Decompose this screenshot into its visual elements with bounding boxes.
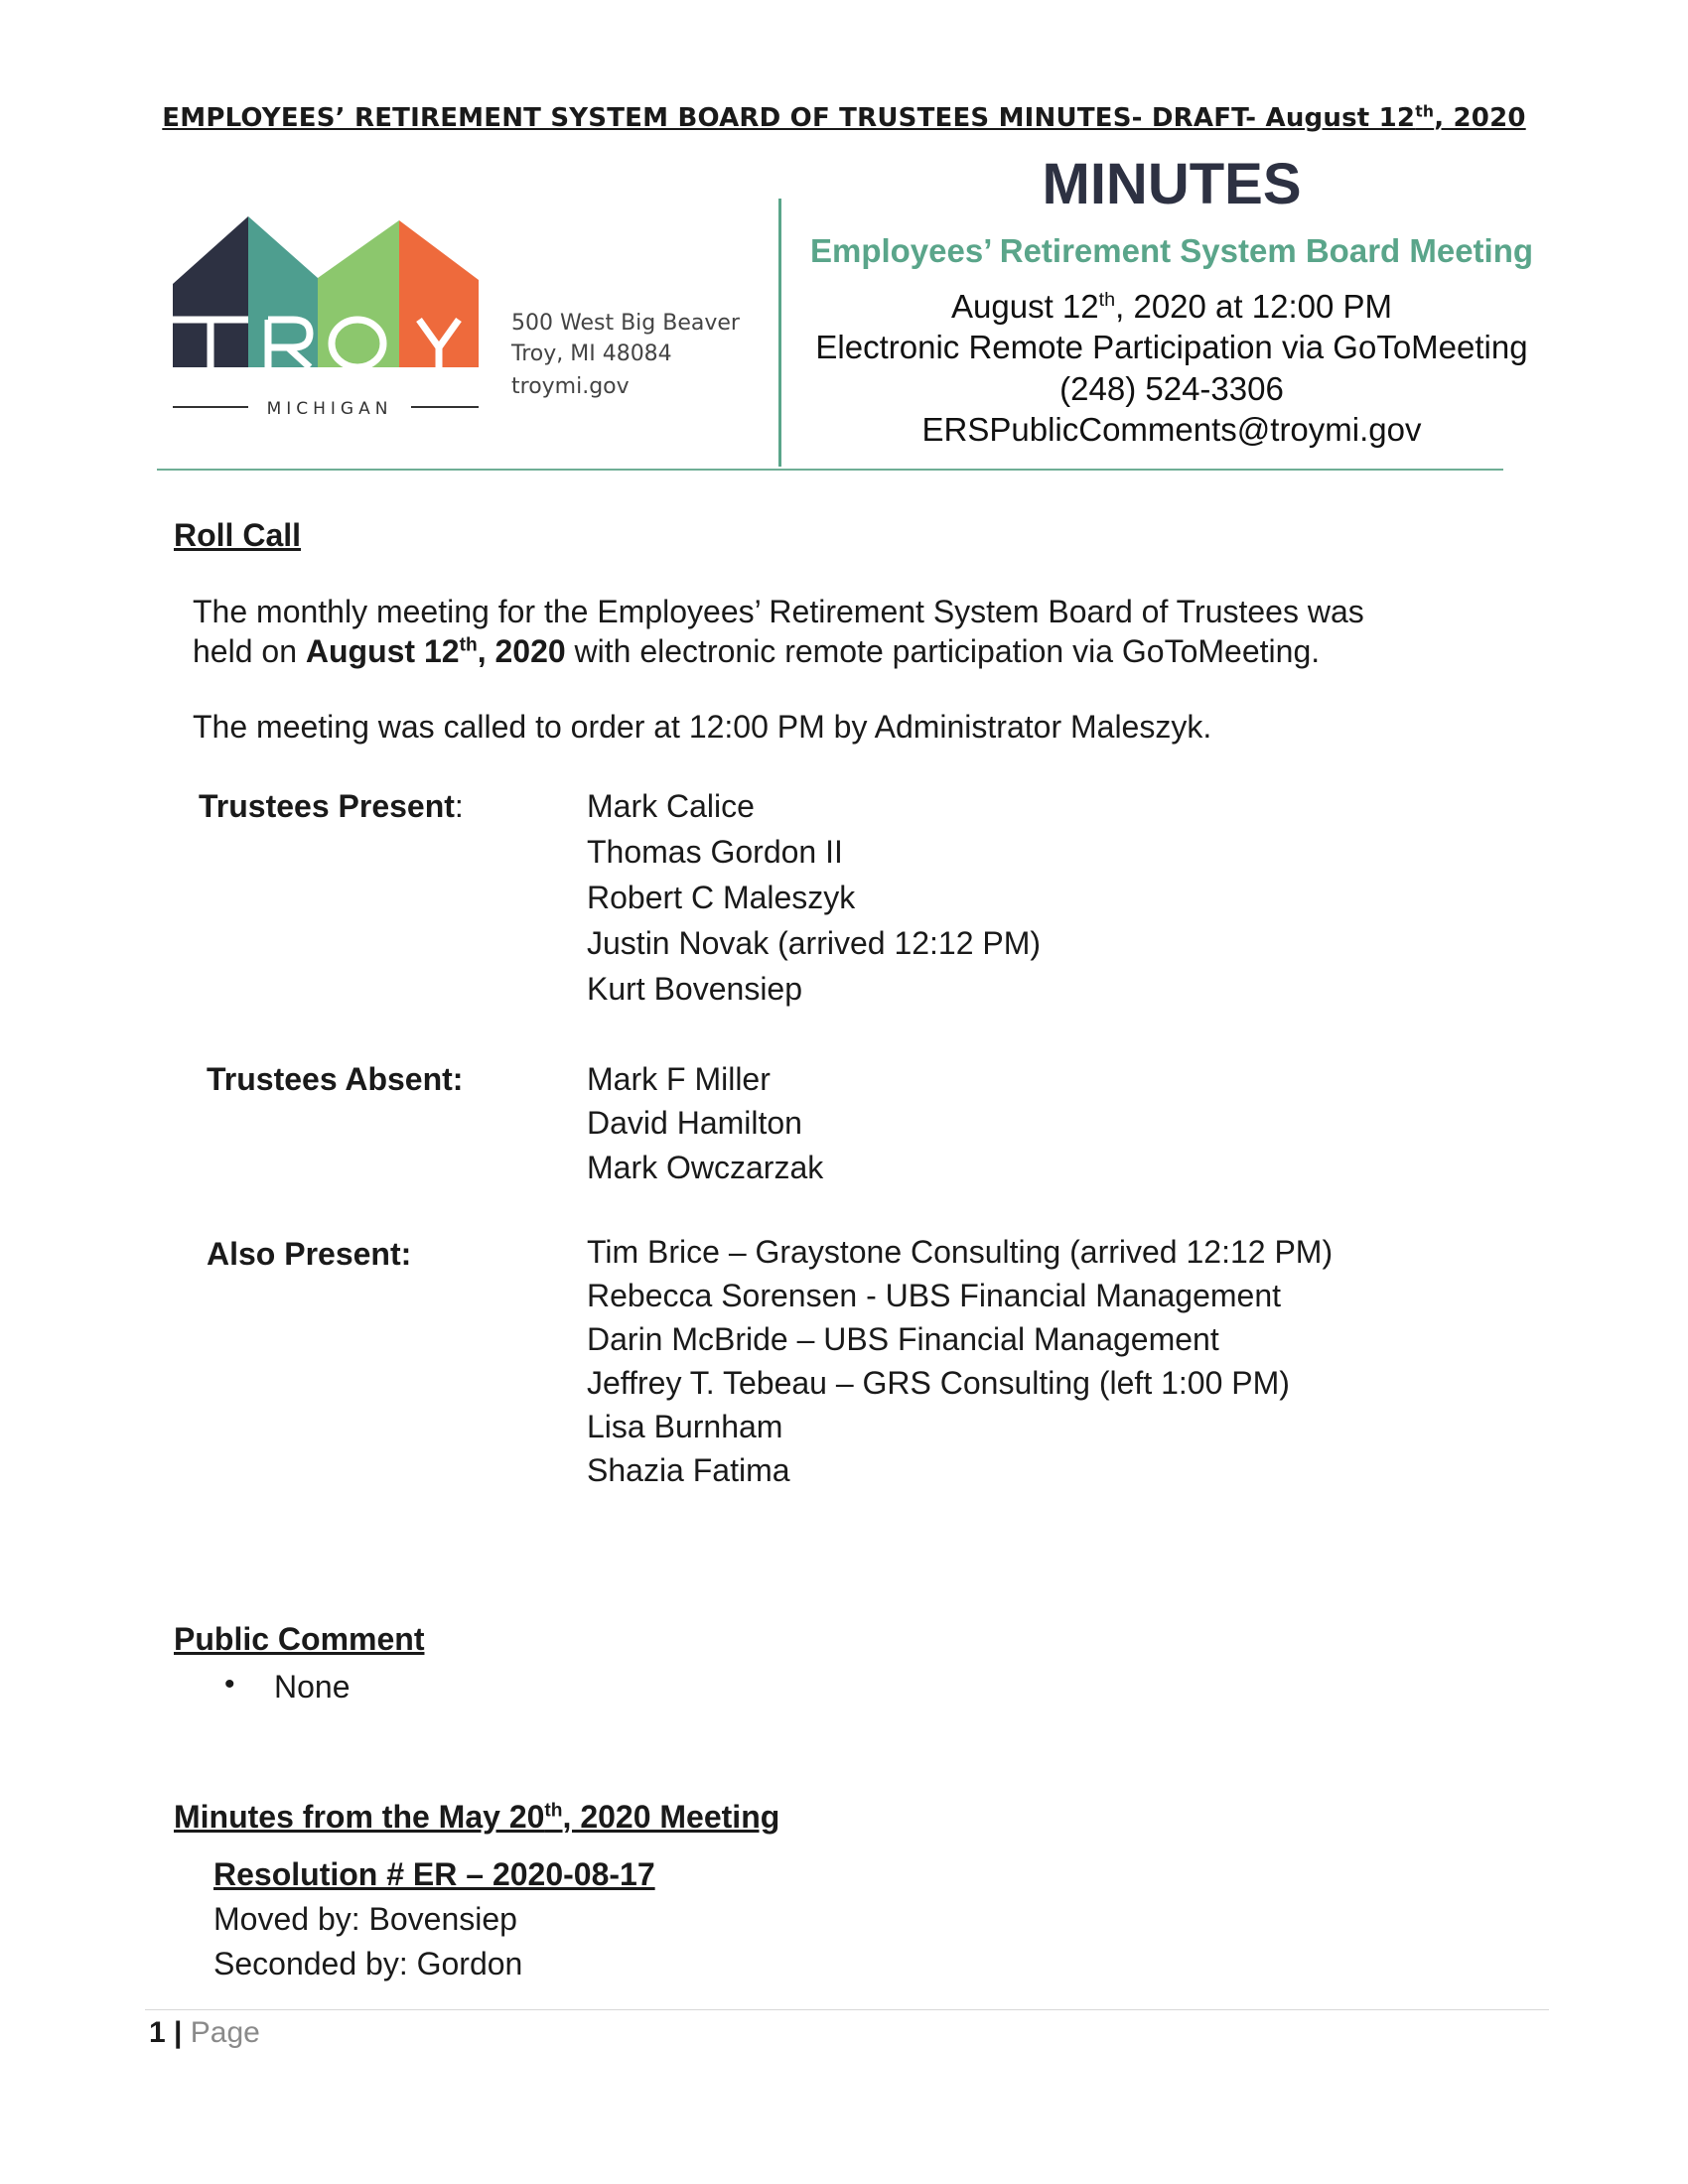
address-street: 500 West Big Beaver <box>511 311 740 336</box>
logo-michigan: MICHIGAN <box>266 399 393 419</box>
also-present-name: Shazia Fatima <box>587 1452 790 1488</box>
minutes-prev-heading: Minutes from the May 20th, 2020 Meeting <box>174 1799 780 1835</box>
meeting-phone: (248) 524-3306 <box>1059 370 1284 407</box>
present-name: Robert C Maleszyk <box>587 880 856 915</box>
document-title: EMPLOYEES’ RETIREMENT SYSTEM BOARD OF TRUSTEES MINUTES- DRAFT- August 12th, 2020 <box>162 102 1526 133</box>
public-comment-heading: Public Comment <box>174 1621 425 1657</box>
also-present-label: Also Present: <box>207 1236 412 1272</box>
present-name: Kurt Bovensiep <box>587 971 803 1007</box>
absent-name: Mark Owczarzak <box>587 1150 824 1185</box>
header-divider <box>778 199 781 467</box>
also-present-name: Tim Brice – Graystone Consulting (arrived 12:12 PM) <box>587 1234 1334 1270</box>
page-footer: 1 | Page <box>149 2016 260 2049</box>
absent-name: David Hamilton <box>587 1105 802 1141</box>
meeting-email: ERSPublicComments@troymi.gov <box>921 411 1422 448</box>
call-to-order: The meeting was called to order at 12:00 PM by Administrator Maleszyk. <box>193 709 1212 745</box>
address-city: Troy, MI 48084 <box>511 341 672 366</box>
also-present-name: Darin McBride – UBS Financial Management <box>587 1321 1219 1357</box>
trustees-present-label: Trustees Present: <box>199 788 464 824</box>
minutes-heading: MINUTES <box>1042 152 1302 216</box>
header-rule <box>157 469 1503 471</box>
resolution-heading: Resolution # ER – 2020-08-17 <box>213 1856 655 1892</box>
seconded-by: Seconded by: Gordon <box>213 1946 523 1981</box>
bullet-icon: • <box>224 1668 235 1701</box>
moved-by: Moved by: Bovensiep <box>213 1901 517 1937</box>
troy-logo <box>169 216 487 435</box>
also-present-name: Jeffrey T. Tebeau – GRS Consulting (left 1:00 PM) <box>587 1365 1290 1401</box>
meeting-date: August 12th, 2020 at 12:00 PM <box>951 288 1392 325</box>
trustees-absent-label: Trustees Absent: <box>207 1061 464 1097</box>
also-present-name: Lisa Burnham <box>587 1409 783 1444</box>
absent-name: Mark F Miller <box>587 1061 771 1097</box>
present-name: Thomas Gordon II <box>587 834 843 870</box>
present-name: Mark Calice <box>587 788 755 824</box>
meeting-location: Electronic Remote Participation via GoToMeeting <box>815 329 1528 365</box>
also-present-name: Rebecca Sorensen - UBS Financial Management <box>587 1278 1282 1313</box>
meeting-subheading: Employees’ Retirement System Board Meeting <box>809 232 1534 269</box>
roll-call-paragraph: The monthly meeting for the Employees’ Retirement System Board of Trustees was held on August 12th, 2020 with electronic remote participation via GoToMeeting. <box>193 594 1364 669</box>
present-name: Justin Novak (arrived 12:12 PM) <box>587 925 1042 961</box>
roll-call-heading: Roll Call <box>174 517 302 553</box>
footer-rule <box>145 2009 1549 2010</box>
public-comment-item: None <box>274 1669 351 1705</box>
address-website: troymi.gov <box>511 374 630 399</box>
